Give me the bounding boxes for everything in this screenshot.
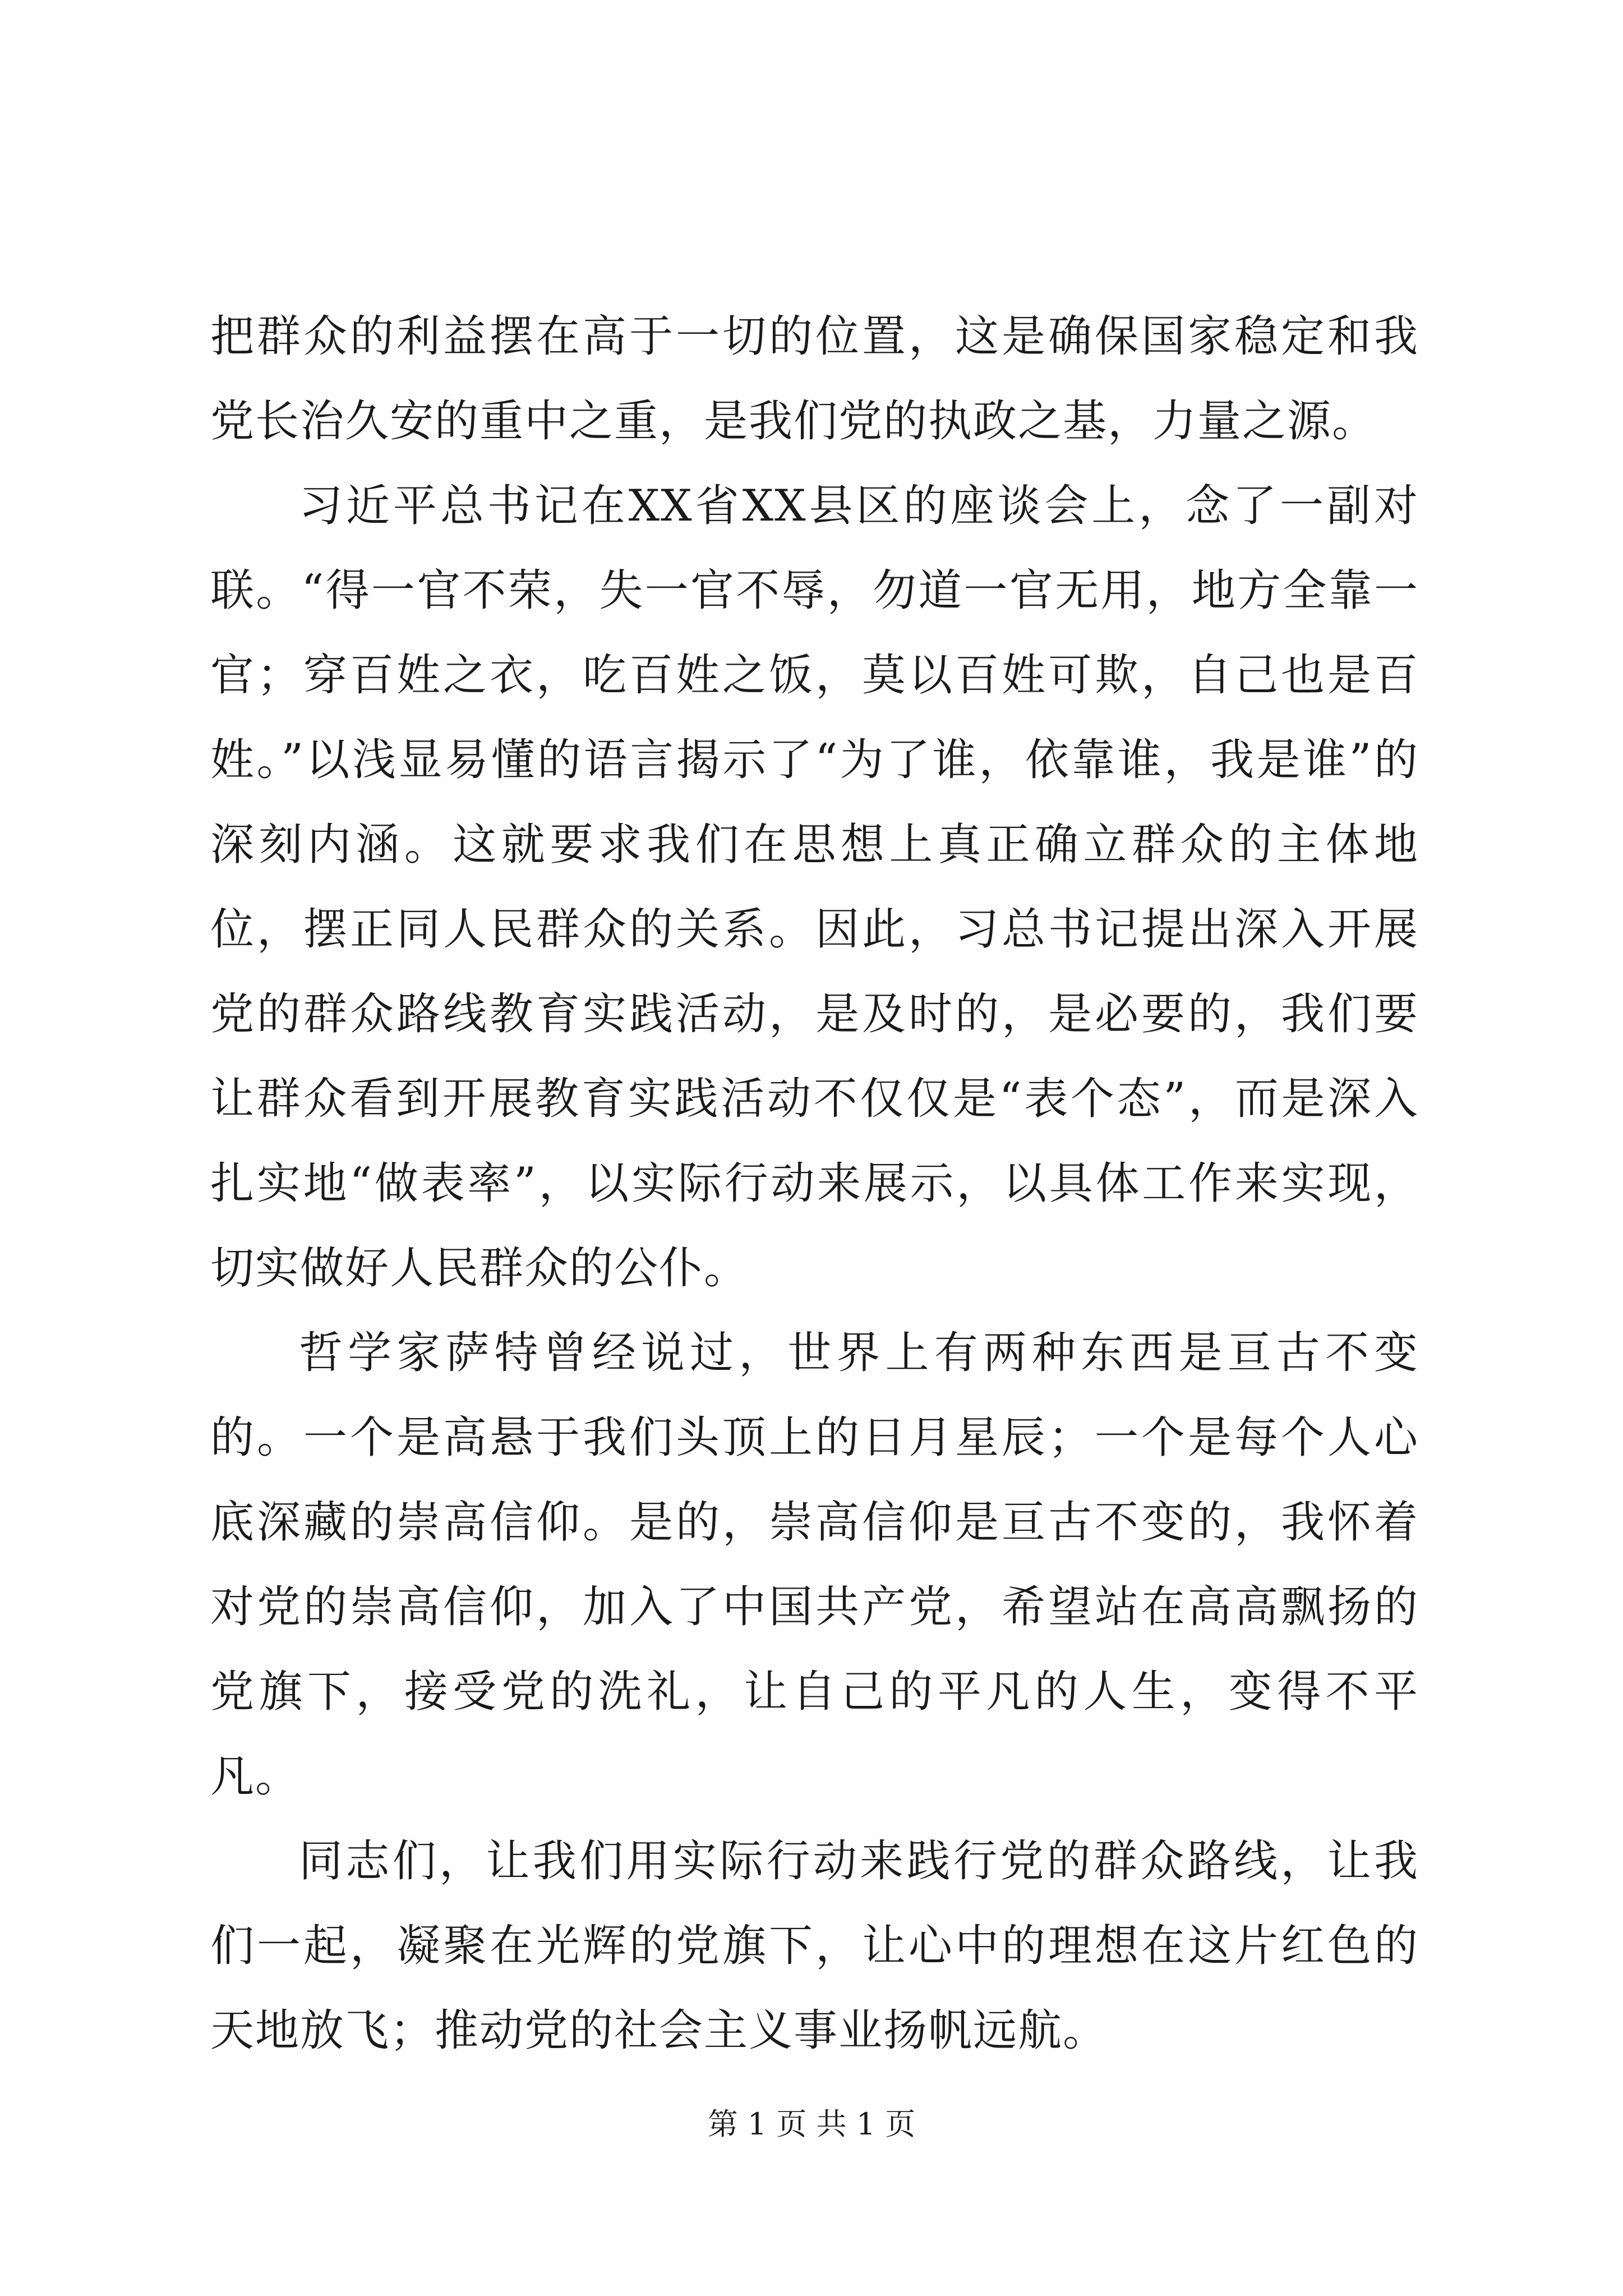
page-footer [0, 2106, 1623, 2142]
paragraph-1: 把群众的利益摆在高于一切的位置，这是确保国家稳定和我党长治久安的重中之重，是我们党的执政之基，力量之源。 [210, 311, 1419, 447]
document-body [210, 295, 1419, 2073]
paragraph-3: 哲学家萨特曾经说过，世界上有两种东西是亘古不变的。一个是高悬于我们头顶上的日月星辰；一个是每个人心底深藏的崇高信仰。是的，崇高信仰是亘古不变的，我怀着对党的崇高信仰，加入了中国共产党，希望站在高高飘扬的党旗下，接受党的洗礼，让自己的平凡的人生，变得不平凡。 [210, 1328, 1419, 1802]
paragraph-2: 习近平总书记在XX省XX县区的座谈会上，念了一副对联。“得一官不荣，失一官不辱，勿道一官无用，地方全靠一官；穿百姓之衣，吃百姓之饭，莫以百姓可欺，自己也是百姓。”以浅显易懂的语言揭示了“为了谁，依靠谁，我是谁”的深刻内涵。这就要求我们在思想上真正确立群众的主体地位，摆正同人民群众的关系。因此，习总书记提出深入开展党的群众路线教育实践活动，是及时的，是必要的，我们要让群众看到开展教育实践活动不仅仅是“表个态”，而是深入扎实地“做表率”，以实际行动来展示，以具体工作来实现，切实做好人民群众的公仆。 [210, 481, 1419, 1294]
page-number-label: 第 1 页 共 1 页 [707, 2106, 916, 2142]
paragraph-4: 同志们，让我们用实际行动来践行党的群众路线，让我们一起，凝聚在光辉的党旗下，让心中的理想在这片红色的天地放飞；推动党的社会主义事业扬帆远航。 [210, 1836, 1419, 2056]
